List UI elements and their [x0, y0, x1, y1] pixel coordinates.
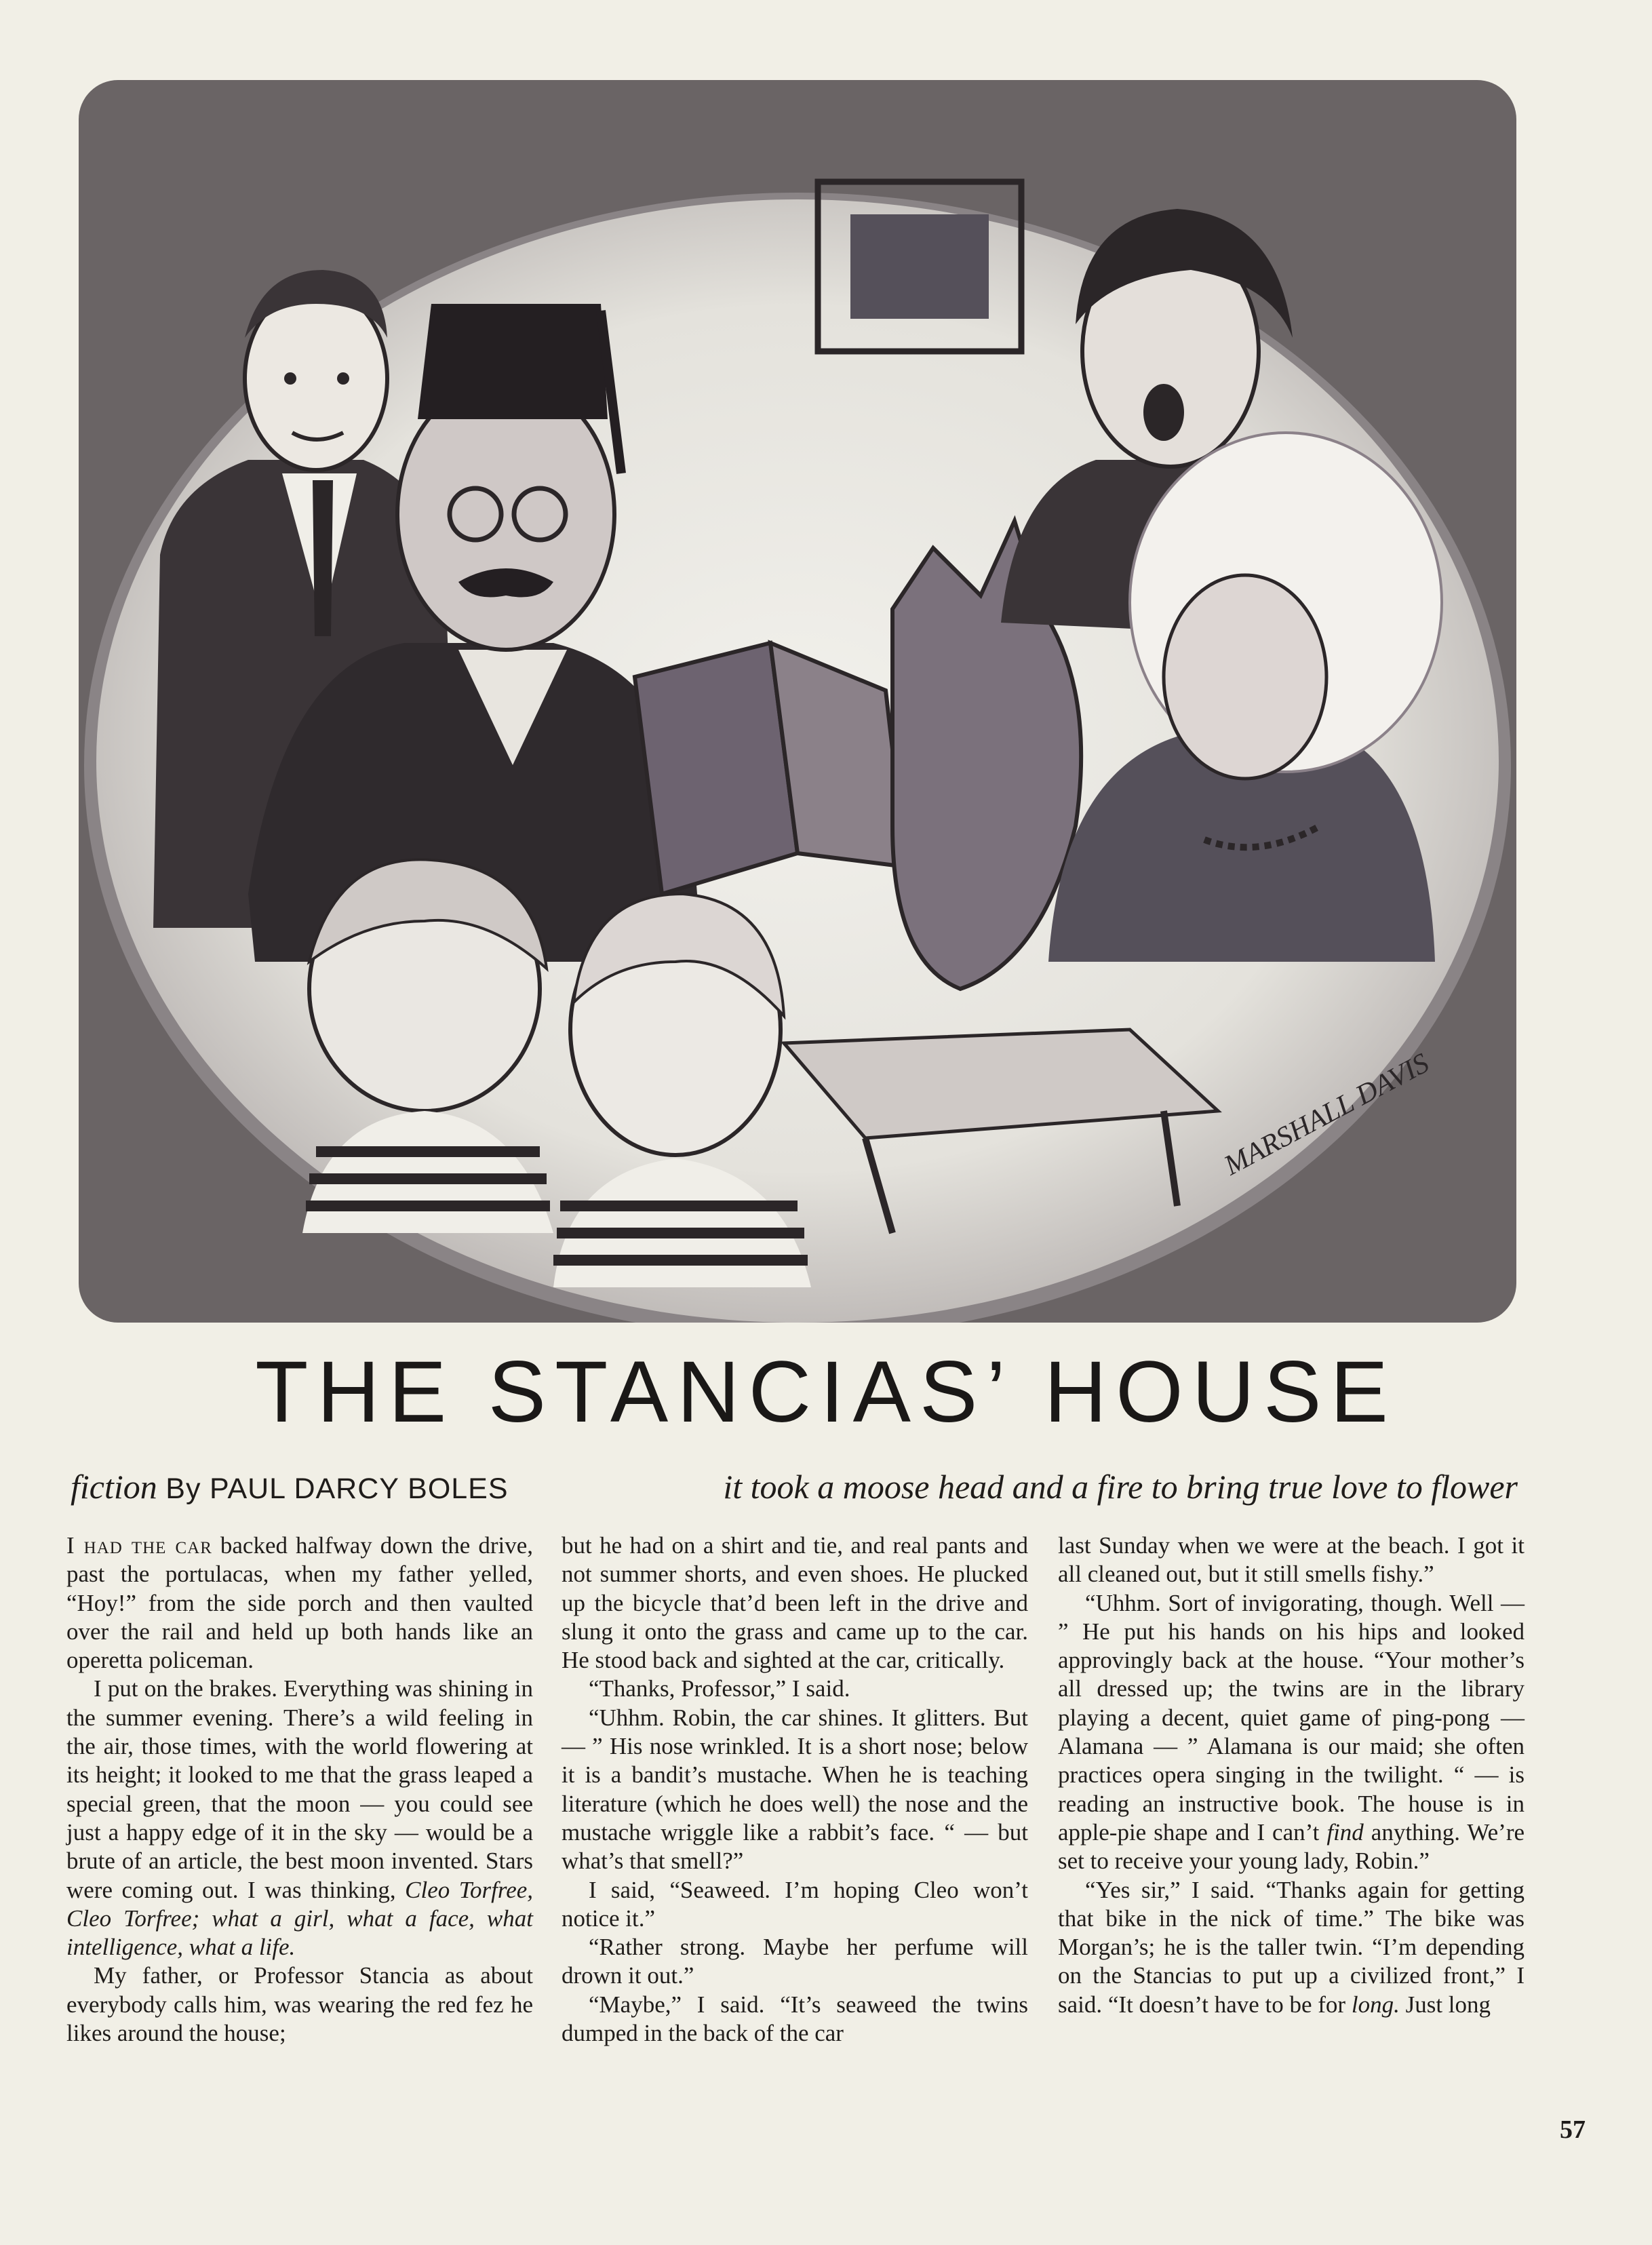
italic-text: Cleo Torfree, Cleo Torfree; what a girl, what a face, what intelligence, what a life.: [66, 1876, 534, 1961]
paragraph-text: “Yes sir,” I said. “Thanks again for getting that bike in the nick of time.” The bike was Morgan’s; he is the taller twin. “I’m depending on the Stancias to put up a civilized front,” I said. “It doesn’t have to be for: [1058, 1876, 1525, 2018]
paragraph: [66, 1961, 533, 2048]
paragraph: [562, 1991, 1028, 2048]
paragraph: [1058, 1531, 1525, 1589]
genre-label: fiction: [71, 1468, 157, 1506]
italic-text: long.: [1351, 1991, 1400, 2018]
byline: [71, 1460, 509, 1514]
paragraph: [1058, 1589, 1525, 1876]
paragraph-text: but he had on a shirt and tie, and real pants and not summer shorts, and even shoes. He plucked up the bicycle that’d been left in the drive and slung it onto the grass and came up to the car. He stood back and sighted at the car, critically.: [562, 1532, 1028, 1674]
paragraph-text: backed halfway down the drive, past the portulacas, when my father yelled, “Hoy!” from the side porch and then vaulted over the rail and held up both hands like an operetta policeman.: [66, 1532, 533, 1674]
italic-text: find: [1326, 1818, 1364, 1846]
paragraph-text: I put on the brakes. Everything was shining in the summer evening. There’s a wild feeling in the air, those times, with the world flowering at its height; it looked to me that the grass leaped a special green, that the moon — you could see just a happy edge of it in the sky — would be a brute of an article, the best moon invented. Stars were coming out. I was thinking,: [66, 1675, 533, 1903]
body-column-1: [66, 1531, 533, 2048]
paragraph-text: Just long: [1399, 1991, 1491, 2018]
paragraph: [562, 1531, 1028, 1675]
author-name: PAUL DARCY BOLES: [209, 1472, 509, 1505]
paragraph-text: anything. We’re set to receive your young lady, Robin.”: [1058, 1818, 1525, 1875]
article-title: THE STANCIAS’ HOUSE: [255, 1344, 1397, 1441]
book-prop: [635, 643, 906, 894]
paragraph: [562, 1876, 1028, 1934]
illustration: [79, 80, 1516, 1323]
paragraph-text: I said, “Seaweed. I’m hoping Cleo won’t notice it.”: [562, 1876, 1028, 1932]
article-tagline: it took a moose head and a fire to bring true love to flower: [723, 1468, 1518, 1506]
paragraph: [562, 1933, 1028, 1991]
paragraph: [66, 1675, 533, 1961]
body-column-3: [1058, 1531, 1525, 2019]
paragraph-text: “Maybe,” I said. “It’s seaweed the twins dumped in the back of the car: [562, 1991, 1028, 2047]
author-prefix: By: [165, 1472, 201, 1505]
page-number: 57: [1560, 2115, 1586, 2144]
paragraph-text: last Sunday when we were at the beach. I got it all cleaned out, but it still smells fishy.”: [1058, 1532, 1525, 1588]
paragraph-text: “Uhhm. Sort of invigorating, though. Well — ” He put his hands on his hips and looked approvingly back at the house. “Your mother’s all dressed up; the twins are in the library playing a decent, quiet game of ping-pong — Alamana — ” Alamana is our maid; she often practices opera singing in the twilight. “ — is reading an instructive book. The house is in apple-pie shape and I can’t: [1058, 1589, 1525, 1846]
paragraph: [1058, 1876, 1525, 2019]
twin-boy-left-figure: [302, 859, 553, 1233]
paragraph-text: “Rather strong. Maybe her perfume will drown it out.”: [562, 1934, 1028, 1989]
paragraph: [562, 1704, 1028, 1876]
paragraph: [562, 1675, 1028, 1703]
illustration-panel: [79, 80, 1516, 1323]
paragraph-text: “Thanks, Professor,” I said.: [589, 1675, 850, 1702]
body-column-2: [562, 1531, 1028, 2048]
artist-signature: MARSHALL DAVIS: [1219, 1047, 1434, 1182]
paragraph-text: “Uhhm. Robin, the car shines. It glitters. But — ” His nose wrinkled. It is a short nose; below it is a bandit’s mustache. When he is teaching literature (which he does well) the nose and the mustache wriggle like a rabbit’s face. “ — but what’s that smell?”: [562, 1704, 1028, 1875]
paragraph-text: My father, or Professor Stancia as about everybody calls him, was wearing the red fez he likes around the house;: [66, 1962, 533, 2047]
paragraph: [66, 1531, 533, 1675]
lead-in: I had the car: [66, 1532, 212, 1559]
